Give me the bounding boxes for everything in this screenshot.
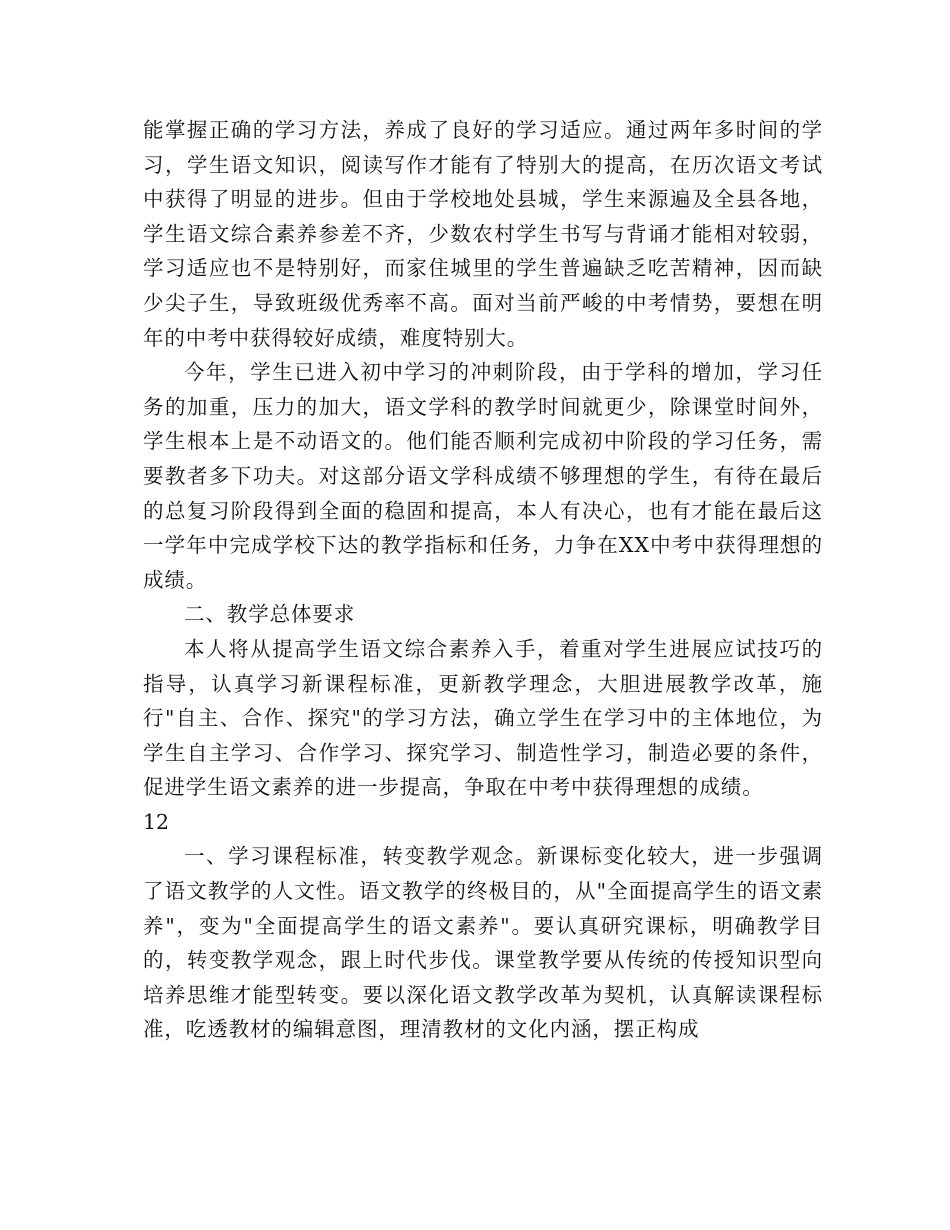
page-number-marker: 12 xyxy=(143,809,170,834)
paragraph-continued-intro: 能掌握正确的学习方法，养成了良好的学习适应。通过两年多时间的学习，学生语文知识，阅读写作才能有了特别大的提高，在历次语文考试中获得了明显的进步。但由于学校地处县城，学生来源遍及全县各地，学生语文综合素养参差不齐，少数农村学生书写与背诵才能相对较弱，学习适应也不是特别好，而家住城里的学生普遍缺乏吃苦精神，因而缺少尖子生，导致班级优秀率不高。面对当前严峻的中考情势，要想在明年的中考中获得较好成绩，难度特别大。 xyxy=(143,118,823,350)
section-heading-teaching-requirements: 二、教学总体要求 xyxy=(184,602,356,627)
paragraph-current-year: 今年，学生已进入初中学习的冲刺阶段，由于学科的增加，学习任务的加重，压力的加大，语文学科的教学时间就更少，除课堂时间外，学生根本上是不动语文的。他们能否顺利完成初中阶段的学习任务，需要教者多下功夫。对这部分语文学科成绩不够理想的学生，有待在最后的总复习阶段得到全面的稳固和提高，本人有决心，也有才能在最后这一学年中完成学校下达的教学指标和任务，力争在XX中考中获得理想的成绩。 xyxy=(143,360,823,592)
paragraph-teaching-approach: 本人将从提高学生语文综合素养入手，着重对学生进展应试技巧的指导，认真学习新课程标准，更新教学理念，大胆进展教学改革，施行"自主、合作、探究"的学习方法，确立学生在学习中的主体地位，为学生自主学习、合作学习、探究学习、制造性学习，制造必要的条件，促进学生语文素养的进一步提高，争取在中考中获得理想的成绩。 xyxy=(143,636,823,800)
paragraph-curriculum-standards: 一、学习课程标准，转变教学观念。新课标变化较大，进一步强调了语文教学的人文性。语文教学的终极目的，从"全面提高学生的语文素养"，变为"全面提高学生的语文素养"。要认真研究课标，明确教学目的，转变教学观念，跟上时代步伐。课堂教学要从传统的传授知识型向培养思维才能型转变。要以深化语文教学改革为契机，认真解读课程标准，吃透教材的编辑意图，理清教材的文化内涵，摆正构成 xyxy=(143,844,823,1042)
document-body xyxy=(143,113,823,1047)
